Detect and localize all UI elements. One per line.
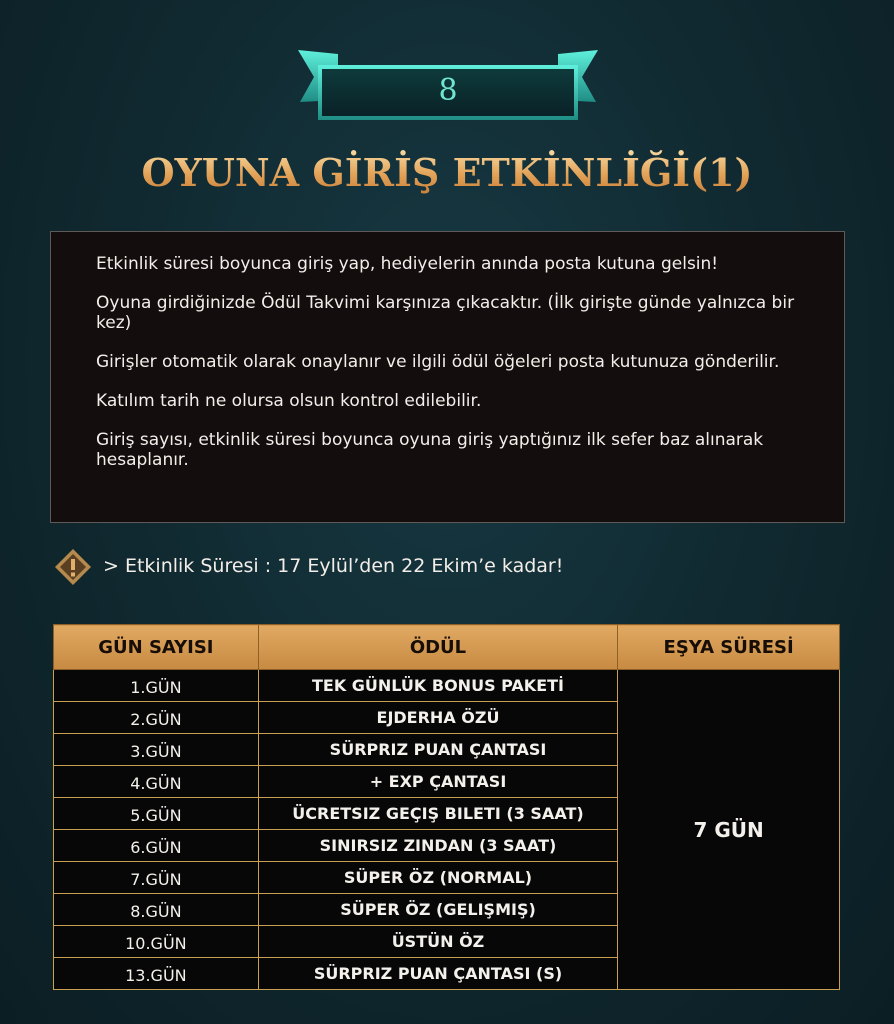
info-paragraph: Girişler otomatik olarak onaylanır ve ilgili ödül öğeleri posta kutunuza gönderilir. [96, 352, 780, 372]
reward-cell: SÜPER ÖZ (NORMAL) [258, 862, 618, 894]
day-cell: 10.GÜN [54, 926, 259, 958]
day-cell: 3.GÜN [54, 734, 259, 766]
info-paragraph: Oyuna girdiğinizde Ödül Takvimi karşınıza çıkacaktır. (İlk girişte günde yalnızca bir kez) [96, 293, 795, 333]
day-cell: 1.GÜN [54, 670, 259, 702]
reward-cell: SINIRSIZ ZINDAN (3 SAAT) [258, 830, 618, 862]
reward-cell: ÜSTÜN ÖZ [258, 926, 618, 958]
table-row [54, 670, 840, 702]
reward-cell: TEK GÜNLÜK BONUS PAKETİ [258, 670, 618, 702]
day-cell: 13.GÜN [54, 958, 259, 990]
page-title: OYUNA GİRİŞ ETKİNLİĞİ(1) [0, 150, 894, 195]
column-header-reward: ÖDÜL [258, 625, 618, 670]
step-number: 8 [438, 73, 458, 108]
info-paragraph: Etkinlik süresi boyunca giriş yap, hediyelerin anında posta kutuna gelsin! [96, 254, 719, 274]
step-banner [298, 50, 598, 120]
info-box [50, 231, 845, 523]
column-header-day: GÜN SAYISI [54, 625, 259, 670]
duration-cell: 7 GÜN [618, 670, 840, 990]
event-period: > Etkinlik Süresi : 17 Eylül’den 22 Ekim’e kadar! [103, 555, 564, 577]
day-cell: 6.GÜN [54, 830, 259, 862]
table-header-row [54, 625, 840, 670]
reward-cell: SÜRPRIZ PUAN ÇANTASI [258, 734, 618, 766]
day-cell: 5.GÜN [54, 798, 259, 830]
reward-cell: EJDERHA ÖZÜ [258, 702, 618, 734]
column-header-duration: EŞYA SÜRESİ [618, 625, 840, 670]
day-cell: 2.GÜN [54, 702, 259, 734]
reward-cell: SÜRPRIZ PUAN ÇANTASI (S) [258, 958, 618, 990]
info-paragraph: Giriş sayısı, etkinlik süresi boyunca oyuna giriş yaptığınız ilk sefer baz alınarak hesaplanır. [96, 430, 764, 470]
warning-diamond-icon [54, 548, 92, 586]
day-cell: 8.GÜN [54, 894, 259, 926]
reward-cell: + EXP ÇANTASI [258, 766, 618, 798]
day-cell: 4.GÜN [54, 766, 259, 798]
rewards-table [53, 624, 840, 990]
day-cell: 7.GÜN [54, 862, 259, 894]
reward-cell: ÜCRETSIZ GEÇIŞ BILETI (3 SAAT) [258, 798, 618, 830]
reward-cell: SÜPER ÖZ (GELIŞMIŞ) [258, 894, 618, 926]
info-paragraph: Katılım tarih ne olursa olsun kontrol edilebilir. [96, 391, 482, 411]
